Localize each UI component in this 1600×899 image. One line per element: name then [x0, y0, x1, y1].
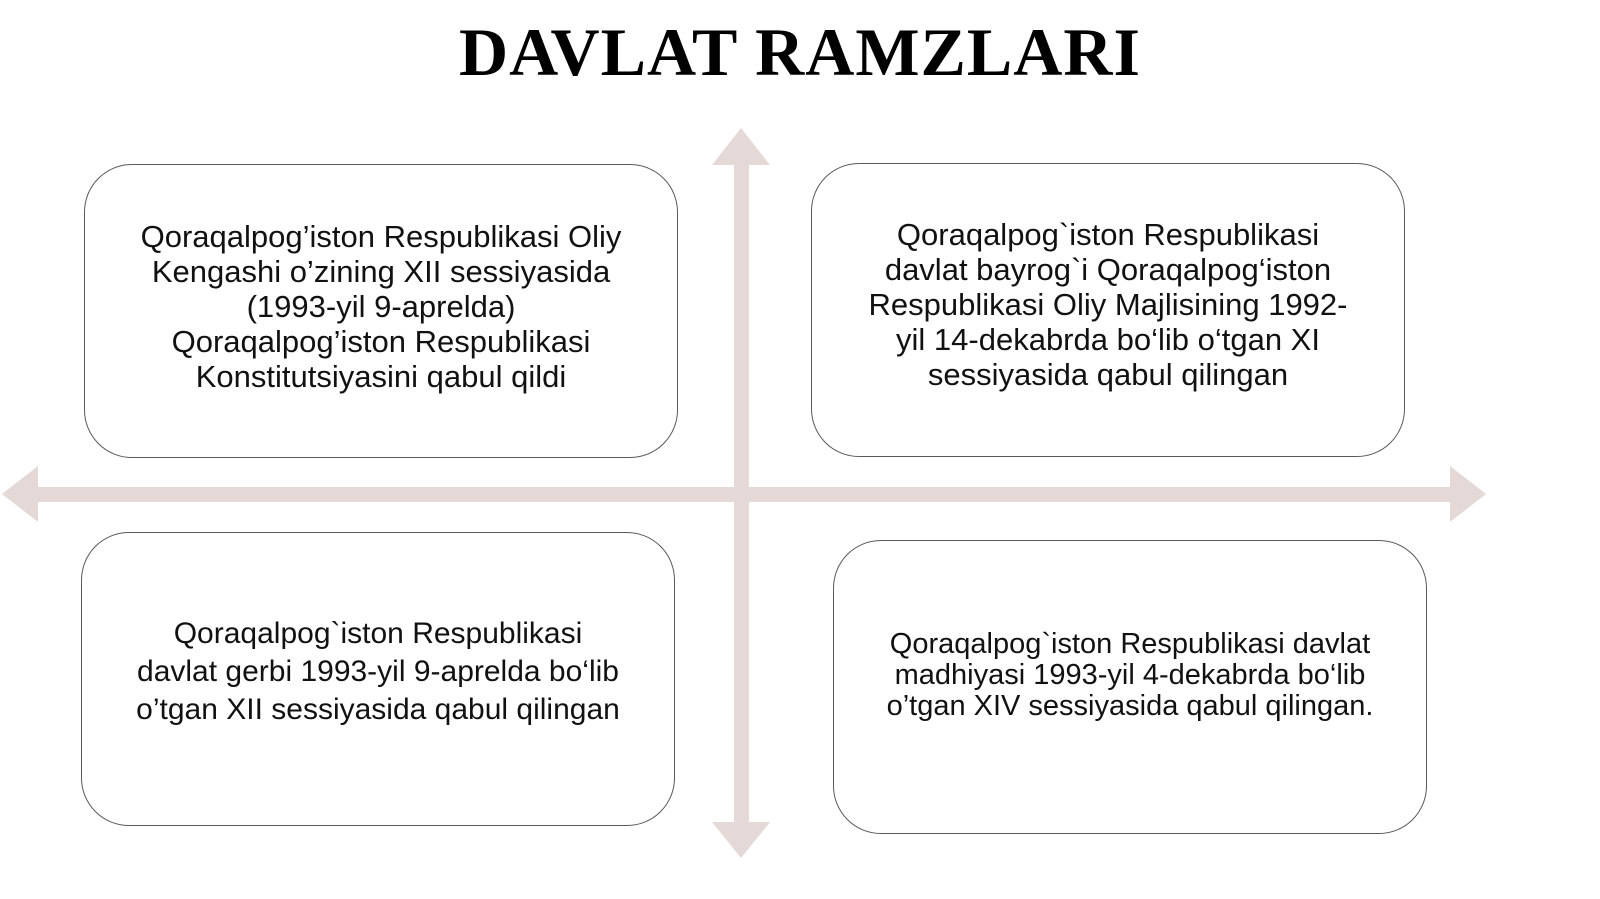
quadrant-box-flag	[811, 163, 1405, 457]
right-arrow-icon	[1450, 466, 1486, 522]
quadrant-box-constitution	[84, 164, 678, 458]
quadrant-box-coat-of-arms	[81, 532, 675, 826]
up-arrow-icon	[712, 128, 770, 165]
quadrant-box-anthem	[833, 540, 1427, 834]
vertical-axis	[734, 158, 749, 826]
anthem-text: Qoraqalpog`iston Respublikasi davlat madhiyasi 1993-yil 4-dekabrda bo‘lib o’tgan XIV sessiyasida qabul qilingan.	[886, 627, 1374, 722]
down-arrow-icon	[712, 822, 770, 858]
left-arrow-icon	[2, 466, 38, 522]
page-title: DAVLAT RAMZLARI	[459, 14, 1141, 90]
flag-text: Qoraqalpog`iston Respublikasi davlat bayrog`i Qoraqalpog‘iston Respublikasi Oliy Majlisining 1992- yil 14-dekabrda bo‘lib o‘tgan XI sessiyasida qabul qilingan	[868, 216, 1348, 392]
coat-of-arms-text: Qoraqalpog`iston Respublikasi davlat gerbi 1993-yil 9-aprelda bo‘lib o’tgan XII sessiyasida qabul qilingan	[136, 617, 620, 726]
constitution-text: Qoraqalpog’iston Respublikasi Oliy Kengashi o’zining XII sessiyasida (1993-yil 9-aprelda) Qoraqalpog’iston Respublikasi Konstitutsiyasini qabul qildi	[140, 218, 622, 394]
